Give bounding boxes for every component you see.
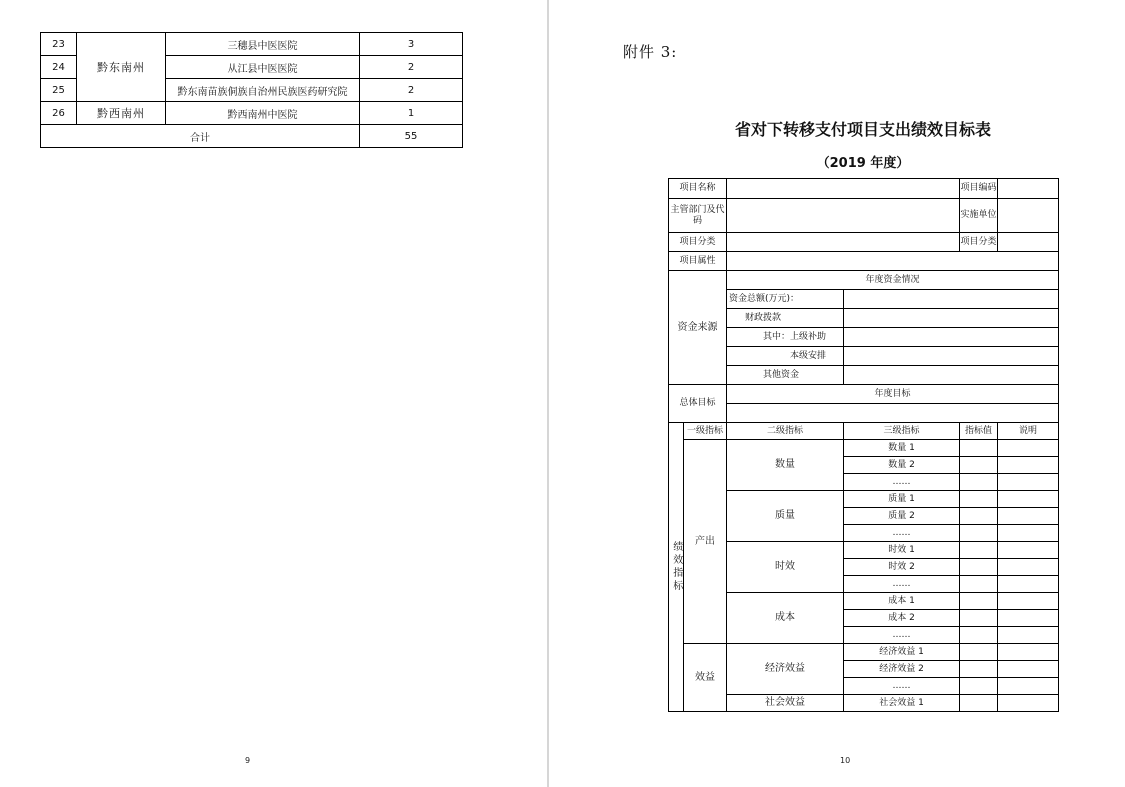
- category2-label: 项目分类: [960, 233, 998, 252]
- quality-label: 质量: [727, 491, 844, 542]
- quantity-label: 数量: [727, 440, 844, 491]
- row-number: 25: [41, 79, 77, 102]
- annual-goal-value: [727, 404, 1059, 423]
- indicator-value: [960, 695, 998, 712]
- hospital-count: 2: [360, 79, 463, 102]
- dept-code-value: [727, 199, 960, 233]
- table-row: [669, 644, 1059, 661]
- table-row: [669, 542, 1059, 559]
- indicator-item: 经济效益 1: [844, 644, 960, 661]
- indicator-value: [960, 627, 998, 644]
- indicator-item: 社会效益 1: [844, 695, 960, 712]
- attribute-label: 项目属性: [669, 252, 727, 271]
- indicator-ellipsis: ……: [844, 627, 960, 644]
- indicator-note: [998, 678, 1059, 695]
- category2-value: [998, 233, 1059, 252]
- header-level2: 二级指标: [727, 423, 844, 440]
- category-label: 项目分类: [669, 233, 727, 252]
- indicator-value: [960, 559, 998, 576]
- indicator-note: [998, 644, 1059, 661]
- other-fund-label: 其他资金: [727, 366, 844, 385]
- indicator-note: [998, 695, 1059, 712]
- hospital-name: 黔东南苗族侗族自治州民族医药研究院: [166, 79, 360, 102]
- other-fund-value: [844, 366, 1059, 385]
- indicator-item: 时效 1: [844, 542, 960, 559]
- attribute-value: [727, 252, 1059, 271]
- hospital-name: 三穗县中医医院: [166, 33, 360, 56]
- indicator-ellipsis: ……: [844, 576, 960, 593]
- indicator-value: [960, 474, 998, 491]
- cost-label: 成本: [727, 593, 844, 644]
- table-row: [669, 593, 1059, 610]
- region-cell: 黔东南州: [77, 33, 166, 102]
- indicator-item: 经济效益 2: [844, 661, 960, 678]
- fiscal-label: 财政拨款: [727, 309, 844, 328]
- page-title: 省对下转移支付项目支出绩效目标表: [734, 120, 991, 139]
- indicator-value: [960, 678, 998, 695]
- indicator-note: [998, 525, 1059, 542]
- table-row: [669, 366, 1059, 385]
- category-value: [727, 233, 960, 252]
- total-row: [41, 125, 463, 148]
- table-row: [669, 252, 1059, 271]
- indicator-note: [998, 610, 1059, 627]
- project-code-value: [998, 179, 1059, 199]
- annual-goal-header: 年度目标: [727, 385, 1059, 404]
- header-note: 说明: [998, 423, 1059, 440]
- table-row: [669, 440, 1059, 457]
- local-value: [844, 347, 1059, 366]
- table-row: [669, 404, 1059, 423]
- total-value: 55: [360, 125, 463, 148]
- hospital-count: 3: [360, 33, 463, 56]
- benefit-label: 效益: [684, 644, 727, 712]
- upper-subsidy-value: [844, 328, 1059, 347]
- table-row: [669, 179, 1059, 199]
- indicator-note: [998, 559, 1059, 576]
- indicator-note: [998, 576, 1059, 593]
- indicator-value: [960, 610, 998, 627]
- hospital-name: 黔西南州中医院: [166, 102, 360, 125]
- indicator-ellipsis: ……: [844, 474, 960, 491]
- table-row: [669, 385, 1059, 404]
- indicator-note: [998, 593, 1059, 610]
- indicator-item: 数量 1: [844, 440, 960, 457]
- indicator-value: [960, 508, 998, 525]
- indicator-value: [960, 542, 998, 559]
- table-row: [669, 290, 1059, 309]
- indicator-item: 质量 2: [844, 508, 960, 525]
- indicator-ellipsis: ……: [844, 678, 960, 695]
- table-row: [669, 328, 1059, 347]
- indicator-value: [960, 644, 998, 661]
- row-number: 24: [41, 56, 77, 79]
- annual-fund-header: 年度资金情况: [727, 271, 1059, 290]
- table-row: [669, 695, 1059, 712]
- indicator-value: [960, 491, 998, 508]
- local-label: 本级安排: [727, 347, 844, 366]
- table-row: [669, 491, 1059, 508]
- social-label: 社会效益: [727, 695, 844, 712]
- fund-total-value: [844, 290, 1059, 309]
- indicator-value: [960, 661, 998, 678]
- indicator-note: [998, 661, 1059, 678]
- table-row: [669, 423, 1059, 440]
- economic-label: 经济效益: [727, 644, 844, 695]
- dept-code-label: 主管部门及代码: [669, 199, 727, 233]
- indicator-item: 成本 1: [844, 593, 960, 610]
- header-level3: 三级指标: [844, 423, 960, 440]
- performance-target-table: [668, 178, 1059, 712]
- upper-subsidy-label: 其中：上级补助: [727, 328, 844, 347]
- row-number: 26: [41, 102, 77, 125]
- attachment-label: 附件 3:: [623, 43, 678, 61]
- overall-goal-label: 总体目标: [669, 385, 727, 423]
- indicator-item: 时效 2: [844, 559, 960, 576]
- header-value: 指标值: [960, 423, 998, 440]
- indicator-note: [998, 440, 1059, 457]
- region-cell: 黔西南州: [77, 102, 166, 125]
- page-number-left: 9: [245, 756, 251, 765]
- timeliness-label: 时效: [727, 542, 844, 593]
- output-label: 产出: [684, 440, 727, 644]
- hospital-table: [40, 32, 463, 148]
- table-row: [669, 271, 1059, 290]
- page-subtitle: （2019 年度）: [816, 156, 910, 171]
- indicator-item: 成本 2: [844, 610, 960, 627]
- indicator-note: [998, 474, 1059, 491]
- impl-unit-label: 实施单位: [960, 199, 998, 233]
- indicator-side-label: 绩效指标: [669, 423, 684, 712]
- fund-total-label: 资金总额(万元)：: [727, 290, 844, 309]
- hospital-count: 2: [360, 56, 463, 79]
- indicator-note: [998, 457, 1059, 474]
- impl-unit-value: [998, 199, 1059, 233]
- project-name-label: 项目名称: [669, 179, 727, 199]
- fund-source-label: 资金来源: [669, 271, 727, 385]
- table-row: [41, 102, 463, 125]
- fiscal-value: [844, 309, 1059, 328]
- table-row: [669, 199, 1059, 233]
- page-number-right: 10: [840, 756, 851, 765]
- indicator-value: [960, 440, 998, 457]
- indicator-note: [998, 508, 1059, 525]
- total-label: 合计: [41, 125, 360, 148]
- hospital-name: 从江县中医医院: [166, 56, 360, 79]
- indicator-value: [960, 593, 998, 610]
- table-row: [41, 33, 463, 56]
- indicator-note: [998, 542, 1059, 559]
- indicator-value: [960, 457, 998, 474]
- indicator-value: [960, 525, 998, 542]
- indicator-item: 质量 1: [844, 491, 960, 508]
- table-row: [669, 309, 1059, 328]
- table-row: [669, 233, 1059, 252]
- indicator-ellipsis: ……: [844, 525, 960, 542]
- header-level1: 一级指标: [684, 423, 727, 440]
- indicator-note: [998, 491, 1059, 508]
- table-row: [669, 347, 1059, 366]
- hospital-count: 1: [360, 102, 463, 125]
- indicator-item: 数量 2: [844, 457, 960, 474]
- indicator-note: [998, 627, 1059, 644]
- project-name-value: [727, 179, 960, 199]
- row-number: 23: [41, 33, 77, 56]
- project-code-label: 项目编码: [960, 179, 998, 199]
- indicator-value: [960, 576, 998, 593]
